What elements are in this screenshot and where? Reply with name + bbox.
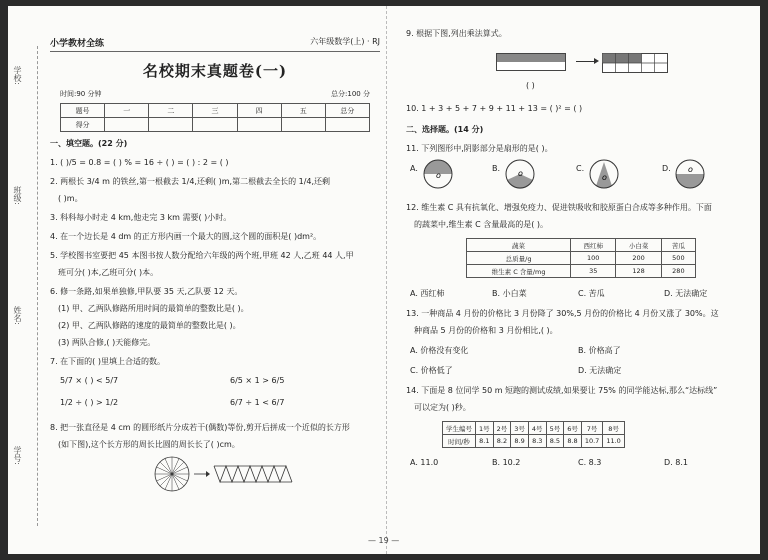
gutter-id: 学号: xyxy=(13,446,22,465)
gutter-school: 学校: xyxy=(13,66,22,85)
svg-text:o: o xyxy=(518,169,523,178)
score-cell[interactable] xyxy=(281,118,325,132)
svg-text:o: o xyxy=(436,171,441,180)
q14-option-d[interactable]: D. 8.1 xyxy=(664,458,688,467)
question-12-cont: 的蔬菜中,维生素 C 含量最高的是( )。 xyxy=(414,220,548,229)
bar-half-shaded xyxy=(496,53,566,71)
question-12-options xyxy=(406,288,751,300)
page-header xyxy=(50,32,380,52)
q12-option-c[interactable]: C. 苦瓜 xyxy=(578,289,605,298)
q11-figure-c xyxy=(588,158,620,190)
q12-option-d[interactable]: D. 无法确定 xyxy=(664,289,708,298)
question-13-options-row2 xyxy=(406,365,751,377)
table-cell: 总质量/g xyxy=(467,252,571,265)
exam-title: 名校期末真题卷(一) xyxy=(142,62,288,80)
score-header: 四 xyxy=(237,104,281,118)
question-5-cont: 班可分( )本,乙班可分( )本。 xyxy=(58,268,159,277)
score-cell[interactable] xyxy=(237,118,281,132)
question-3: 3. 科科每小时走 4 km,他走完 3 km 需要( )小时。 xyxy=(50,213,232,222)
q11-option-c[interactable]: C. xyxy=(576,164,585,173)
section-fill-blank: 一、填空题。(22 分) xyxy=(50,139,128,148)
circle-to-rectangle-figure xyxy=(150,454,350,494)
question-1: 1. ( )/5 = 0.8 = ( ) % = 16 ÷ ( ) = ( ) : 2 = ( ) xyxy=(50,158,229,167)
table-cell: 时间/秒 xyxy=(443,435,476,448)
table-cell: 8.2 xyxy=(493,435,511,448)
binding-gutter xyxy=(8,46,38,526)
table-row xyxy=(467,252,696,265)
q13-option-d[interactable]: D. 无法确定 xyxy=(578,366,622,375)
question-2-cont: ( )m。 xyxy=(58,194,83,203)
score-row-label: 得分 xyxy=(61,118,105,132)
series-name: 小学教材全练 xyxy=(50,39,105,49)
table-header: 学生编号 xyxy=(443,422,476,435)
q11-figure-a xyxy=(422,158,454,190)
score-cell[interactable] xyxy=(193,118,237,132)
question-4: 4. 在一个边长是 4 dm 的正方形内画一个最大的圆,这个圆的面积是( )dm²。 xyxy=(50,232,322,241)
table-header: 8号 xyxy=(603,422,624,435)
left-page xyxy=(8,6,388,554)
table-header: 7号 xyxy=(581,422,602,435)
table-cell: 维生素 C 含量/mg xyxy=(467,265,571,278)
svg-text:o: o xyxy=(602,173,607,182)
score-header: 题号 xyxy=(61,104,105,118)
q11-figure-d xyxy=(674,158,706,190)
q7-item: 6/5 × 1 > 6/5 xyxy=(230,376,285,385)
table-cell: 8.8 xyxy=(564,435,582,448)
q13-option-a[interactable]: A. 价格没有变化 xyxy=(410,346,469,355)
table-cell: 500 xyxy=(661,252,695,265)
table-header: 苦瓜 xyxy=(661,239,695,252)
q11-option-b[interactable]: B. xyxy=(492,164,501,173)
question-13-options-row1 xyxy=(406,345,751,357)
table-cell: 280 xyxy=(661,265,695,278)
table-cell: 128 xyxy=(616,265,661,278)
question-13: 13. 一种商品 4 月份的价格比 3 月份降了 30%,5 月份的价格比 4 月份又涨了 30%。这 xyxy=(406,309,719,318)
gutter-name: 姓名: xyxy=(13,306,22,325)
score-header: 三 xyxy=(193,104,237,118)
question-6-part3: (3) 两队合修,( )天能修完。 xyxy=(58,338,156,347)
q12-option-a[interactable]: A. 西红柿 xyxy=(410,289,445,298)
question-2: 2. 两根长 3/4 m 的铁丝,第一根截去 1/4,还剩( )m,第二根截去全长的 1/4,还剩 xyxy=(50,177,331,186)
table-cell: 8.5 xyxy=(546,435,564,448)
sprint-table xyxy=(442,421,625,448)
svg-text:o: o xyxy=(688,165,693,174)
table-cell: 8.9 xyxy=(511,435,529,448)
exam-sheet xyxy=(8,6,760,554)
page-fold xyxy=(386,6,387,554)
table-header: 3号 xyxy=(511,422,529,435)
question-6-part1: (1) 甲、乙两队修路所用时间的最简单的整数比是( )。 xyxy=(58,304,249,313)
score-cell[interactable] xyxy=(105,118,149,132)
question-5: 5. 学校图书室要把 45 本图书按人数分配给六年级的两个班,甲班 42 人,乙班 44 人,甲 xyxy=(50,251,354,260)
question-9: 9. 根据下图,列出乘法算式。 xyxy=(406,29,507,38)
table-header: 1号 xyxy=(476,422,494,435)
bar-grid-shaded xyxy=(602,53,668,73)
q11-option-a[interactable]: A. xyxy=(410,164,418,173)
table-header: 蔬菜 xyxy=(467,239,571,252)
arrow-line xyxy=(576,61,596,62)
time-limit: 时间:90 分钟 xyxy=(60,90,102,98)
q12-option-b[interactable]: B. 小白菜 xyxy=(492,289,527,298)
question-14-options xyxy=(406,458,751,470)
question-11-options xyxy=(406,158,751,194)
question-7-row2 xyxy=(50,398,380,410)
page-number: — 19 — xyxy=(368,536,400,545)
table-cell: 11.0 xyxy=(603,435,624,448)
question-12: 12. 维生素 C 具有抗氧化、增强免疫力、促进铁吸收和胶原蛋白合成等多种作用。下面 xyxy=(406,203,712,212)
table-cell: 35 xyxy=(571,265,616,278)
score-header: 二 xyxy=(149,104,193,118)
q11-option-d[interactable]: D. xyxy=(662,164,671,173)
section-choice: 二、选择题。(14 分) xyxy=(406,125,484,134)
score-header: 总分 xyxy=(325,104,369,118)
table-header: 西红柿 xyxy=(571,239,616,252)
table-cell: 8.1 xyxy=(476,435,494,448)
question-6: 6. 修一条路,如果单独修,甲队要 35 天,乙队要 12 天。 xyxy=(50,287,243,296)
arrow-head xyxy=(594,58,599,64)
table-header: 5号 xyxy=(546,422,564,435)
table-header: 2号 xyxy=(493,422,511,435)
table-header: 4号 xyxy=(528,422,546,435)
q14-option-c[interactable]: C. 8.3 xyxy=(578,458,602,467)
score-header: 五 xyxy=(281,104,325,118)
vegetable-table xyxy=(466,238,696,278)
score-header: 一 xyxy=(105,104,149,118)
question-6-part2: (2) 甲、乙两队修路的速度的最简单的整数比是( )。 xyxy=(58,321,241,330)
question-9-answer[interactable]: ( ) xyxy=(526,81,535,90)
table-cell: 8.3 xyxy=(528,435,546,448)
table-header: 6号 xyxy=(564,422,582,435)
total-score: 总分:100 分 xyxy=(331,90,370,98)
table-header: 小白菜 xyxy=(616,239,661,252)
question-8-cont: (如下图),这个长方形的周长比圆的周长长了( )cm。 xyxy=(58,440,240,449)
question-14-cont: 可以定为( )秒。 xyxy=(414,403,471,412)
q14-option-a[interactable]: A. 11.0 xyxy=(410,458,439,467)
right-page xyxy=(388,6,760,554)
q13-option-b[interactable]: B. 价格高了 xyxy=(578,346,621,355)
grade-label: 六年级数学(上) · RJ xyxy=(310,37,380,46)
q7-item: 5/7 × ( ) < 5/7 xyxy=(60,376,119,385)
question-7-row1 xyxy=(50,376,380,388)
table-cell: 100 xyxy=(571,252,616,265)
question-7: 7. 在下面的( )里填上合适的数。 xyxy=(50,357,165,366)
table-row xyxy=(467,265,696,278)
q13-option-c[interactable]: C. 价格低了 xyxy=(410,366,453,375)
question-11: 11. 下列图形中,阴影部分是扇形的是( )。 xyxy=(406,144,553,153)
question-14: 14. 下面是 8 位同学 50 m 短跑的测试成绩,如果要让 75% 的同学能达标,那么“达标线” xyxy=(406,386,718,395)
q7-item: 6/7 ÷ 1 < 6/7 xyxy=(230,398,285,407)
score-cell[interactable] xyxy=(149,118,193,132)
table-row xyxy=(443,435,625,448)
table-cell: 200 xyxy=(616,252,661,265)
table-cell: 10.7 xyxy=(581,435,602,448)
question-9-figure xyxy=(406,45,751,95)
question-8: 8. 把一张直径是 4 cm 的圆形纸片分成若干(偶数)等份,剪开后拼成一个近似的长方形 xyxy=(50,423,350,432)
question-10: 10. 1 + 3 + 5 + 7 + 9 + 11 + 13 = ( )² = ( ) xyxy=(406,104,583,113)
exam-meta xyxy=(50,89,380,103)
q7-item: 1/2 ÷ ( ) > 1/2 xyxy=(60,398,119,407)
q14-option-b[interactable]: B. 10.2 xyxy=(492,458,521,467)
gutter-class: 班级: xyxy=(13,186,22,205)
score-cell[interactable] xyxy=(325,118,369,132)
question-13-cont: 种商品 5 月份的价格和 3 月份相比,( )。 xyxy=(414,326,558,335)
score-table xyxy=(60,103,370,132)
q11-figure-b xyxy=(504,158,536,190)
